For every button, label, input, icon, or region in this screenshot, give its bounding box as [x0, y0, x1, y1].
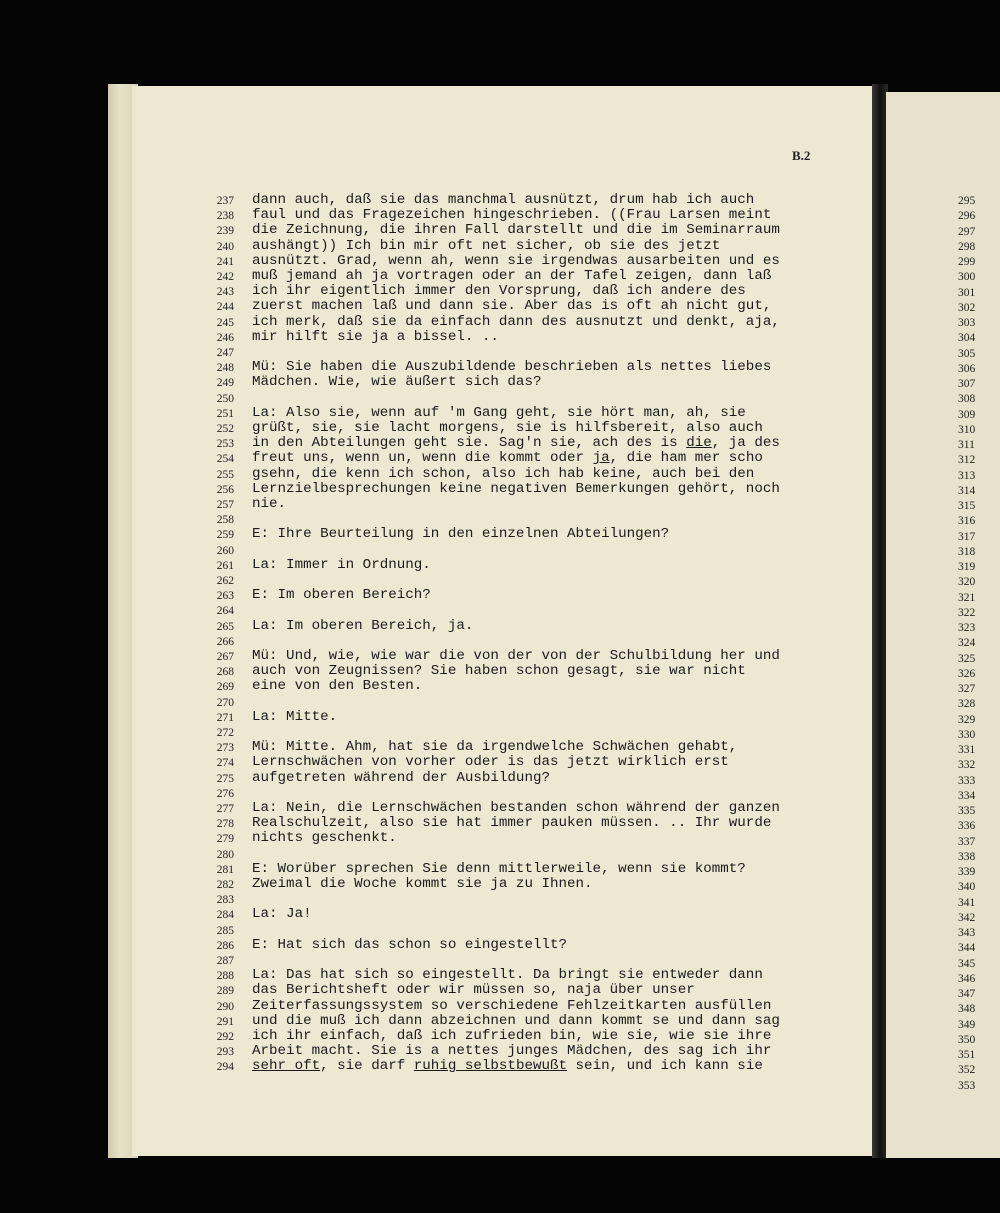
line-number: 283	[216, 894, 234, 907]
transcript-line	[252, 1059, 763, 1074]
transcript-line	[252, 755, 729, 770]
line-number: 288	[216, 970, 234, 983]
text-segment: gsehn, die kenn ich schon, also ich hab keine, auch bei den	[252, 465, 755, 482]
text-segment: nie.	[252, 496, 287, 512]
line-number: 244	[216, 301, 234, 314]
line-number: 249	[216, 377, 234, 390]
text-segment: ich ihr eigentlich immer den Vorsprung, daß ich andere des	[252, 283, 746, 300]
line-number: 278	[216, 818, 234, 831]
right-line-number: 342	[958, 911, 976, 924]
transcript-line	[252, 421, 763, 436]
right-line-number: 349	[958, 1018, 976, 1031]
text-segment: Mü: Mitte. Ahm, hat sie da irgendwelche Schwächen gehabt,	[252, 739, 738, 756]
line-number: 257	[216, 499, 234, 511]
line-number: 248	[216, 362, 234, 375]
text-segment: das Berichtsheft oder wir müssen so, naja über unser	[252, 982, 695, 999]
transcript-line	[252, 740, 737, 755]
line-number: 237	[216, 195, 234, 207]
transcript-line	[252, 406, 746, 421]
right-line-number: 319	[958, 561, 976, 573]
line-number: 261	[216, 559, 234, 572]
text-segment: E: Ihre Beurteilung in den einzelnen Abteilungen?	[252, 526, 670, 543]
text-segment: , ja des	[711, 435, 780, 452]
line-number: 240	[216, 240, 234, 253]
line-number: 239	[216, 225, 234, 238]
right-line-number: 318	[958, 545, 976, 558]
text-segment: die Zeichnung, die ihren Fall darstellt und die im Seminarraum	[252, 222, 780, 239]
transcript-line	[252, 1044, 771, 1059]
text-segment: La: Also sie, wenn auf 'm Gang geht, sie hört man, ah, sie	[252, 404, 746, 421]
line-number: 241	[216, 255, 234, 268]
line-number: 279	[216, 833, 234, 846]
line-number: 282	[216, 879, 234, 891]
transcript-line	[252, 938, 567, 953]
line-number: 254	[216, 453, 234, 466]
right-line-number: 344	[958, 942, 976, 955]
line-number: 286	[216, 939, 234, 952]
transcript-line	[252, 831, 397, 846]
right-page	[886, 92, 1000, 1158]
text-segment: La: Im oberen Bereich, ja.	[252, 617, 474, 634]
transcript-line	[252, 968, 763, 983]
line-number: 258	[216, 514, 234, 527]
text-segment: , die ham mer scho	[609, 450, 763, 467]
right-line-number: 328	[958, 698, 976, 711]
line-number: 262	[216, 575, 234, 587]
right-line-number: 295	[958, 195, 976, 207]
text-segment: La: Mitte.	[252, 708, 338, 725]
right-line-number: 310	[958, 423, 976, 436]
transcript-line	[252, 284, 746, 299]
right-line-number: 341	[958, 896, 976, 909]
line-number: 245	[216, 316, 234, 329]
line-number: 253	[216, 438, 234, 451]
text-segment: Mü: Und, wie, wie war die von der von der Schulbildung her und	[252, 648, 780, 664]
right-line-number: 296	[958, 210, 976, 223]
transcript-line	[252, 1014, 780, 1029]
right-line-number: 323	[958, 622, 976, 634]
line-number: 276	[216, 787, 234, 800]
text-segment: aushängt)) Ich bin mir oft net sicher, ob sie des jetzt	[252, 237, 721, 254]
text-segment: Mädchen. Wie, wie äußert sich das?	[252, 374, 542, 391]
line-number: 263	[216, 590, 234, 603]
text-segment: La: Ja!	[252, 906, 312, 923]
text-segment: Zweimal die Woche kommt sie ja zu Ihnen.	[252, 876, 593, 892]
transcript-line	[252, 816, 771, 831]
transcript-line	[252, 467, 754, 482]
right-line-number: 305	[958, 347, 976, 360]
transcript-line	[252, 649, 780, 664]
line-number: 260	[216, 544, 234, 557]
text-segment: ich ihr einfach, daß ich zufrieden bin, wie sie, wie sie ihre	[252, 1028, 772, 1044]
right-line-number: 334	[958, 789, 976, 802]
line-number: 291	[216, 1015, 234, 1028]
right-line-number: 352	[958, 1064, 976, 1077]
right-line-number: 332	[958, 759, 976, 772]
page-identifier: B.2	[792, 148, 811, 163]
line-number: 272	[216, 727, 234, 739]
transcript-line	[252, 497, 286, 512]
right-line-number: 324	[958, 637, 976, 650]
transcript-line	[252, 527, 669, 542]
right-line-number: 347	[958, 988, 976, 1000]
text-segment: nichts geschenkt.	[252, 830, 397, 847]
right-line-number: 351	[958, 1049, 976, 1061]
line-number: 265	[216, 620, 234, 633]
transcript-line	[252, 710, 337, 725]
text-segment: eine von den Besten.	[252, 678, 423, 695]
line-number: 252	[216, 423, 234, 435]
text-segment: in den Abteilungen geht sie. Sag'n sie, ach des is	[252, 435, 687, 452]
line-number: 284	[216, 909, 234, 922]
text-segment: faul und das Fragezeichen hingeschrieben. ((Frau Larsen meint	[252, 207, 772, 224]
transcript-line	[252, 588, 431, 603]
transcript-line	[252, 299, 771, 314]
line-number: 277	[216, 803, 234, 815]
transcript-line	[252, 877, 593, 892]
right-line-number: 348	[958, 1003, 976, 1016]
transcript-line	[252, 315, 780, 330]
text-segment: freut uns, wenn un, wenn die kommt oder	[252, 450, 593, 467]
transcript-line	[252, 679, 422, 694]
transcript-line	[252, 193, 754, 208]
line-number: 268	[216, 666, 234, 679]
text-segment: ausnützt. Grad, wenn ah, wenn sie irgendwas ausarbeiten und es	[252, 252, 780, 269]
right-line-number: 346	[958, 972, 976, 985]
line-number: 250	[216, 392, 234, 405]
transcript-line	[252, 239, 720, 254]
right-line-number: 345	[958, 957, 976, 970]
line-number: 247	[216, 347, 234, 359]
right-line-number: 300	[958, 271, 976, 284]
right-line-number: 314	[958, 484, 976, 497]
right-line-number: 307	[958, 378, 976, 390]
text-segment: und die muß ich dann abzeichnen und dann kommt se und dann sag	[252, 1012, 780, 1029]
text-segment: Mü: Sie haben die Auszubildende beschrieben als nettes liebes	[252, 359, 772, 376]
right-line-number: 306	[958, 362, 976, 375]
transcript-line	[252, 771, 550, 786]
text-segment: auch von Zeugnissen? Sie haben schon gesagt, sie war nicht	[252, 663, 746, 680]
text-segment: grüßt, sie, sie lacht morgens, sie is hilfsbereit, also auch	[252, 420, 763, 436]
right-line-number: 315	[958, 500, 976, 512]
transcript-line	[252, 375, 541, 390]
transcript-line	[252, 999, 771, 1014]
right-line-number: 301	[958, 286, 976, 299]
transcript-line	[252, 436, 780, 451]
text-segment: ich merk, daß sie da einfach dann des ausnutzt und denkt, aja,	[252, 313, 780, 330]
line-number: 259	[216, 529, 234, 542]
right-line-number: 353	[958, 1079, 976, 1092]
transcript-line	[252, 269, 771, 284]
transcript-line	[252, 862, 746, 877]
right-line-number: 312	[958, 454, 976, 467]
text-segment: aufgetreten während der Ausbildung?	[252, 769, 550, 786]
underlined-text: ja	[592, 450, 610, 467]
line-number: 269	[216, 681, 234, 694]
transcript-line	[252, 619, 473, 634]
right-line-number: 327	[958, 683, 976, 695]
line-number: 273	[216, 742, 234, 755]
right-line-number: 311	[958, 439, 975, 451]
transcript-line	[252, 801, 780, 816]
right-line-number: 337	[958, 835, 976, 848]
right-line-number: 335	[958, 805, 976, 817]
right-line-number: 304	[958, 332, 976, 345]
line-number: 287	[216, 955, 234, 967]
text-segment: La: Immer in Ordnung.	[252, 556, 431, 573]
line-number: 275	[216, 772, 234, 785]
text-segment: muß jemand ah ja vortragen oder an der Tafel zeigen, dann laß	[252, 268, 772, 284]
right-line-number: 326	[958, 667, 976, 680]
line-number: 238	[216, 210, 234, 223]
right-line-number: 343	[958, 927, 976, 939]
text-segment: E: Im oberen Bereich?	[252, 587, 431, 604]
underlined-text: die	[686, 435, 712, 452]
line-number: 293	[216, 1046, 234, 1059]
right-line-number: 320	[958, 576, 976, 589]
line-number: 285	[216, 924, 234, 937]
transcript-line	[252, 330, 499, 345]
line-number: 264	[216, 605, 234, 618]
transcript-line	[252, 223, 780, 238]
transcript-line	[252, 983, 695, 998]
right-line-number: 309	[958, 408, 976, 421]
transcript-line	[252, 664, 746, 679]
right-line-number: 336	[958, 820, 976, 833]
text-segment: dann auch, daß sie das manchmal ausnützt, drum hab ich auch	[252, 192, 755, 208]
text-segment: Lernzielbesprechungen keine negativen Bemerkungen gehört, noch	[252, 480, 780, 497]
line-number: 289	[216, 985, 234, 998]
right-line-number: 333	[958, 774, 976, 787]
transcript-line	[252, 208, 771, 223]
line-number: 267	[216, 651, 234, 663]
right-line-number: 338	[958, 850, 976, 863]
transcript-line	[252, 254, 780, 269]
right-line-number: 303	[958, 317, 976, 329]
line-number: 271	[216, 711, 234, 724]
text-segment: Realschulzeit, also sie hat immer pauken müssen. .. Ihr wurde	[252, 815, 772, 832]
line-number: 274	[216, 757, 234, 770]
underlined-text: sehr oft	[252, 1058, 321, 1075]
right-line-number: 339	[958, 866, 976, 878]
text-segment: zuerst machen laß und dann sie. Aber das is oft ah nicht gut,	[252, 298, 772, 315]
right-line-number: 308	[958, 393, 976, 406]
line-number: 243	[216, 286, 234, 299]
right-line-number: 297	[958, 225, 976, 238]
line-number: 242	[216, 271, 234, 283]
right-line-number: 313	[958, 469, 976, 482]
line-number: 256	[216, 483, 234, 496]
underlined-text: ruhig selbstbewußt	[413, 1058, 568, 1075]
transcript-line	[252, 360, 771, 375]
line-number: 281	[216, 863, 234, 876]
transcript-line	[252, 558, 431, 573]
text-segment: Lernschwächen von vorher oder is das jetzt wirklich erst	[252, 754, 729, 771]
text-segment: Zeiterfassungssystem so verschiedene Fehlzeitkarten ausfüllen	[252, 997, 772, 1014]
right-line-number: 350	[958, 1033, 976, 1046]
right-line-number: 340	[958, 881, 976, 894]
right-line-number: 330	[958, 728, 976, 741]
right-line-number: 316	[958, 515, 976, 528]
line-number: 246	[216, 331, 234, 344]
line-number: 270	[216, 696, 234, 709]
line-number: 255	[216, 468, 234, 481]
right-line-number: 299	[958, 256, 976, 268]
text-segment: mir hilft sie ja a bissel. ..	[252, 328, 499, 345]
right-line-number: 322	[958, 606, 976, 619]
line-number: 294	[216, 1061, 234, 1074]
transcript-line	[252, 451, 763, 466]
right-line-number: 331	[958, 744, 976, 756]
line-number: 290	[216, 1000, 234, 1013]
text-segment: sein, und ich kann sie	[567, 1058, 763, 1075]
right-line-number: 321	[958, 591, 976, 604]
text-segment: E: Worüber sprechen Sie denn mittlerweile, wenn sie kommt?	[252, 860, 746, 877]
right-line-number: 325	[958, 652, 976, 665]
right-line-number: 302	[958, 301, 976, 314]
right-line-number: 298	[958, 240, 976, 253]
text-segment: , sie darf	[320, 1058, 414, 1075]
text-segment: La: Das hat sich so eingestellt. Da bringt sie entweder dann	[252, 967, 763, 984]
text-segment: La: Nein, die Lernschwächen bestanden schon während der ganzen	[252, 800, 780, 816]
right-line-number: 329	[958, 713, 976, 726]
transcript-line	[252, 907, 312, 922]
right-line-number: 317	[958, 530, 976, 543]
line-number: 292	[216, 1031, 234, 1043]
line-number: 251	[216, 407, 234, 420]
line-number: 266	[216, 635, 234, 648]
transcript-line	[252, 482, 780, 497]
line-number: 280	[216, 848, 234, 861]
text-segment: Arbeit macht. Sie is a nettes junges Mädchen, des sag ich ihr	[252, 1043, 772, 1060]
text-segment: E: Hat sich das schon so eingestellt?	[252, 936, 568, 953]
transcript-line	[252, 1029, 771, 1044]
